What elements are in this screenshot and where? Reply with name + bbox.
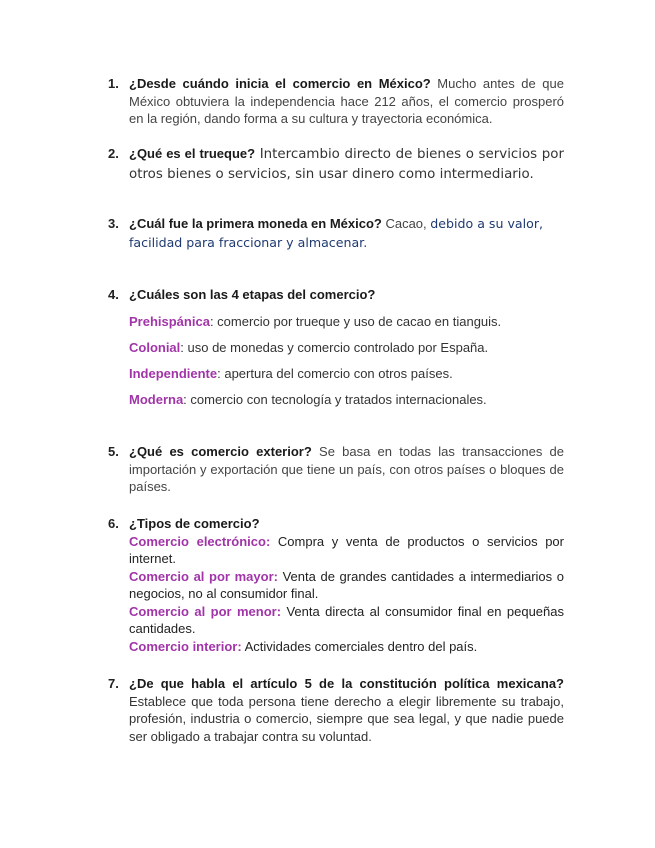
stage-term: Moderna xyxy=(129,392,184,407)
item-body xyxy=(129,145,564,184)
item-number: 1. xyxy=(108,76,119,91)
item-body xyxy=(129,286,564,416)
type-term: Comercio al por mayor: xyxy=(129,568,278,584)
type-term: Comercio electrónico: xyxy=(129,533,271,549)
answer-text: Mucho antes de que México obtuviera la independencia hace 212 años, el comercio prosperó en la región, dando forma a su cultura y trayectoria económica. xyxy=(129,76,564,126)
item-body xyxy=(129,443,564,496)
stage-colonial xyxy=(129,339,488,357)
item-number: 5. xyxy=(108,444,119,459)
item-number: 3. xyxy=(108,216,119,231)
item-number: 4. xyxy=(108,287,119,302)
question-line xyxy=(129,286,564,304)
item-body xyxy=(129,675,564,745)
type-description: Actividades comerciales dentro del país. xyxy=(241,638,478,654)
item-body xyxy=(129,214,564,252)
stage-independiente xyxy=(129,365,453,383)
type-description: Venta directa al consumidor final en pequeñas cantidades. xyxy=(129,603,564,636)
type-interior xyxy=(129,638,564,656)
stage-description: : comercio por trueque y uso de cacao en tianguis. xyxy=(209,314,502,329)
question-text: ¿Tipos de comercio? xyxy=(129,516,260,531)
item-body xyxy=(129,75,564,128)
type-description: Venta de grandes cantidades a intermediarios o negocios, no al consumidor final. xyxy=(129,568,564,601)
question-text: ¿Qué es el trueque? xyxy=(129,146,256,161)
answer-text: Cacao, xyxy=(381,216,431,231)
question-line xyxy=(129,515,564,533)
type-electronico xyxy=(129,533,564,568)
question-text: ¿Cuáles son las 4 etapas del comercio? xyxy=(129,287,376,302)
stage-moderna xyxy=(129,391,487,409)
item-body xyxy=(129,515,564,655)
type-por-mayor xyxy=(129,568,564,603)
stage-prehispanica xyxy=(129,313,501,331)
question-text: ¿Cuál fue la primera moneda en México? xyxy=(129,216,382,231)
type-term: Comercio interior: xyxy=(129,638,242,654)
answer-text-highlight: debido a su valor, facilidad para fraccionar y almacenar. xyxy=(129,216,544,250)
item-number: 6. xyxy=(108,516,119,531)
stage-description: : apertura del comercio con otros países. xyxy=(217,366,453,381)
question-text: ¿Desde cuándo inicia el comercio en México? xyxy=(129,76,431,91)
stage-description: : uso de monedas y comercio controlado por España. xyxy=(180,340,489,355)
type-por-menor xyxy=(129,603,564,638)
stage-term: Colonial xyxy=(129,340,181,355)
stage-term: Independiente xyxy=(129,366,218,381)
answer-text: Establece que toda persona tiene derecho a elegir libremente su trabajo, profesión, industria o comercio, siempre que sea legal, y que nadie puede ser obligado a trabajar contra su voluntad. xyxy=(129,693,564,744)
type-description: Compra y venta de productos o servicios por internet. xyxy=(129,533,564,566)
question-text: ¿Qué es comercio exterior? xyxy=(129,444,312,459)
answer-text: Intercambio directo de bienes o servicios por otros bienes o servicios, sin usar dinero como intermediario. xyxy=(129,147,564,182)
question-text: ¿De que habla el artículo 5 de la constitución política mexicana? xyxy=(129,676,564,691)
stage-description: : comercio con tecnología y tratados internacionales. xyxy=(183,392,487,407)
item-number: 2. xyxy=(108,146,119,161)
type-term: Comercio al por menor: xyxy=(129,603,282,619)
answer-text: Se basa en todas las transacciones de importación y exportación que tiene un país, con otros países o bloques de países. xyxy=(129,444,564,494)
stage-term: Prehispánica xyxy=(129,314,210,329)
item-number: 7. xyxy=(108,676,119,691)
